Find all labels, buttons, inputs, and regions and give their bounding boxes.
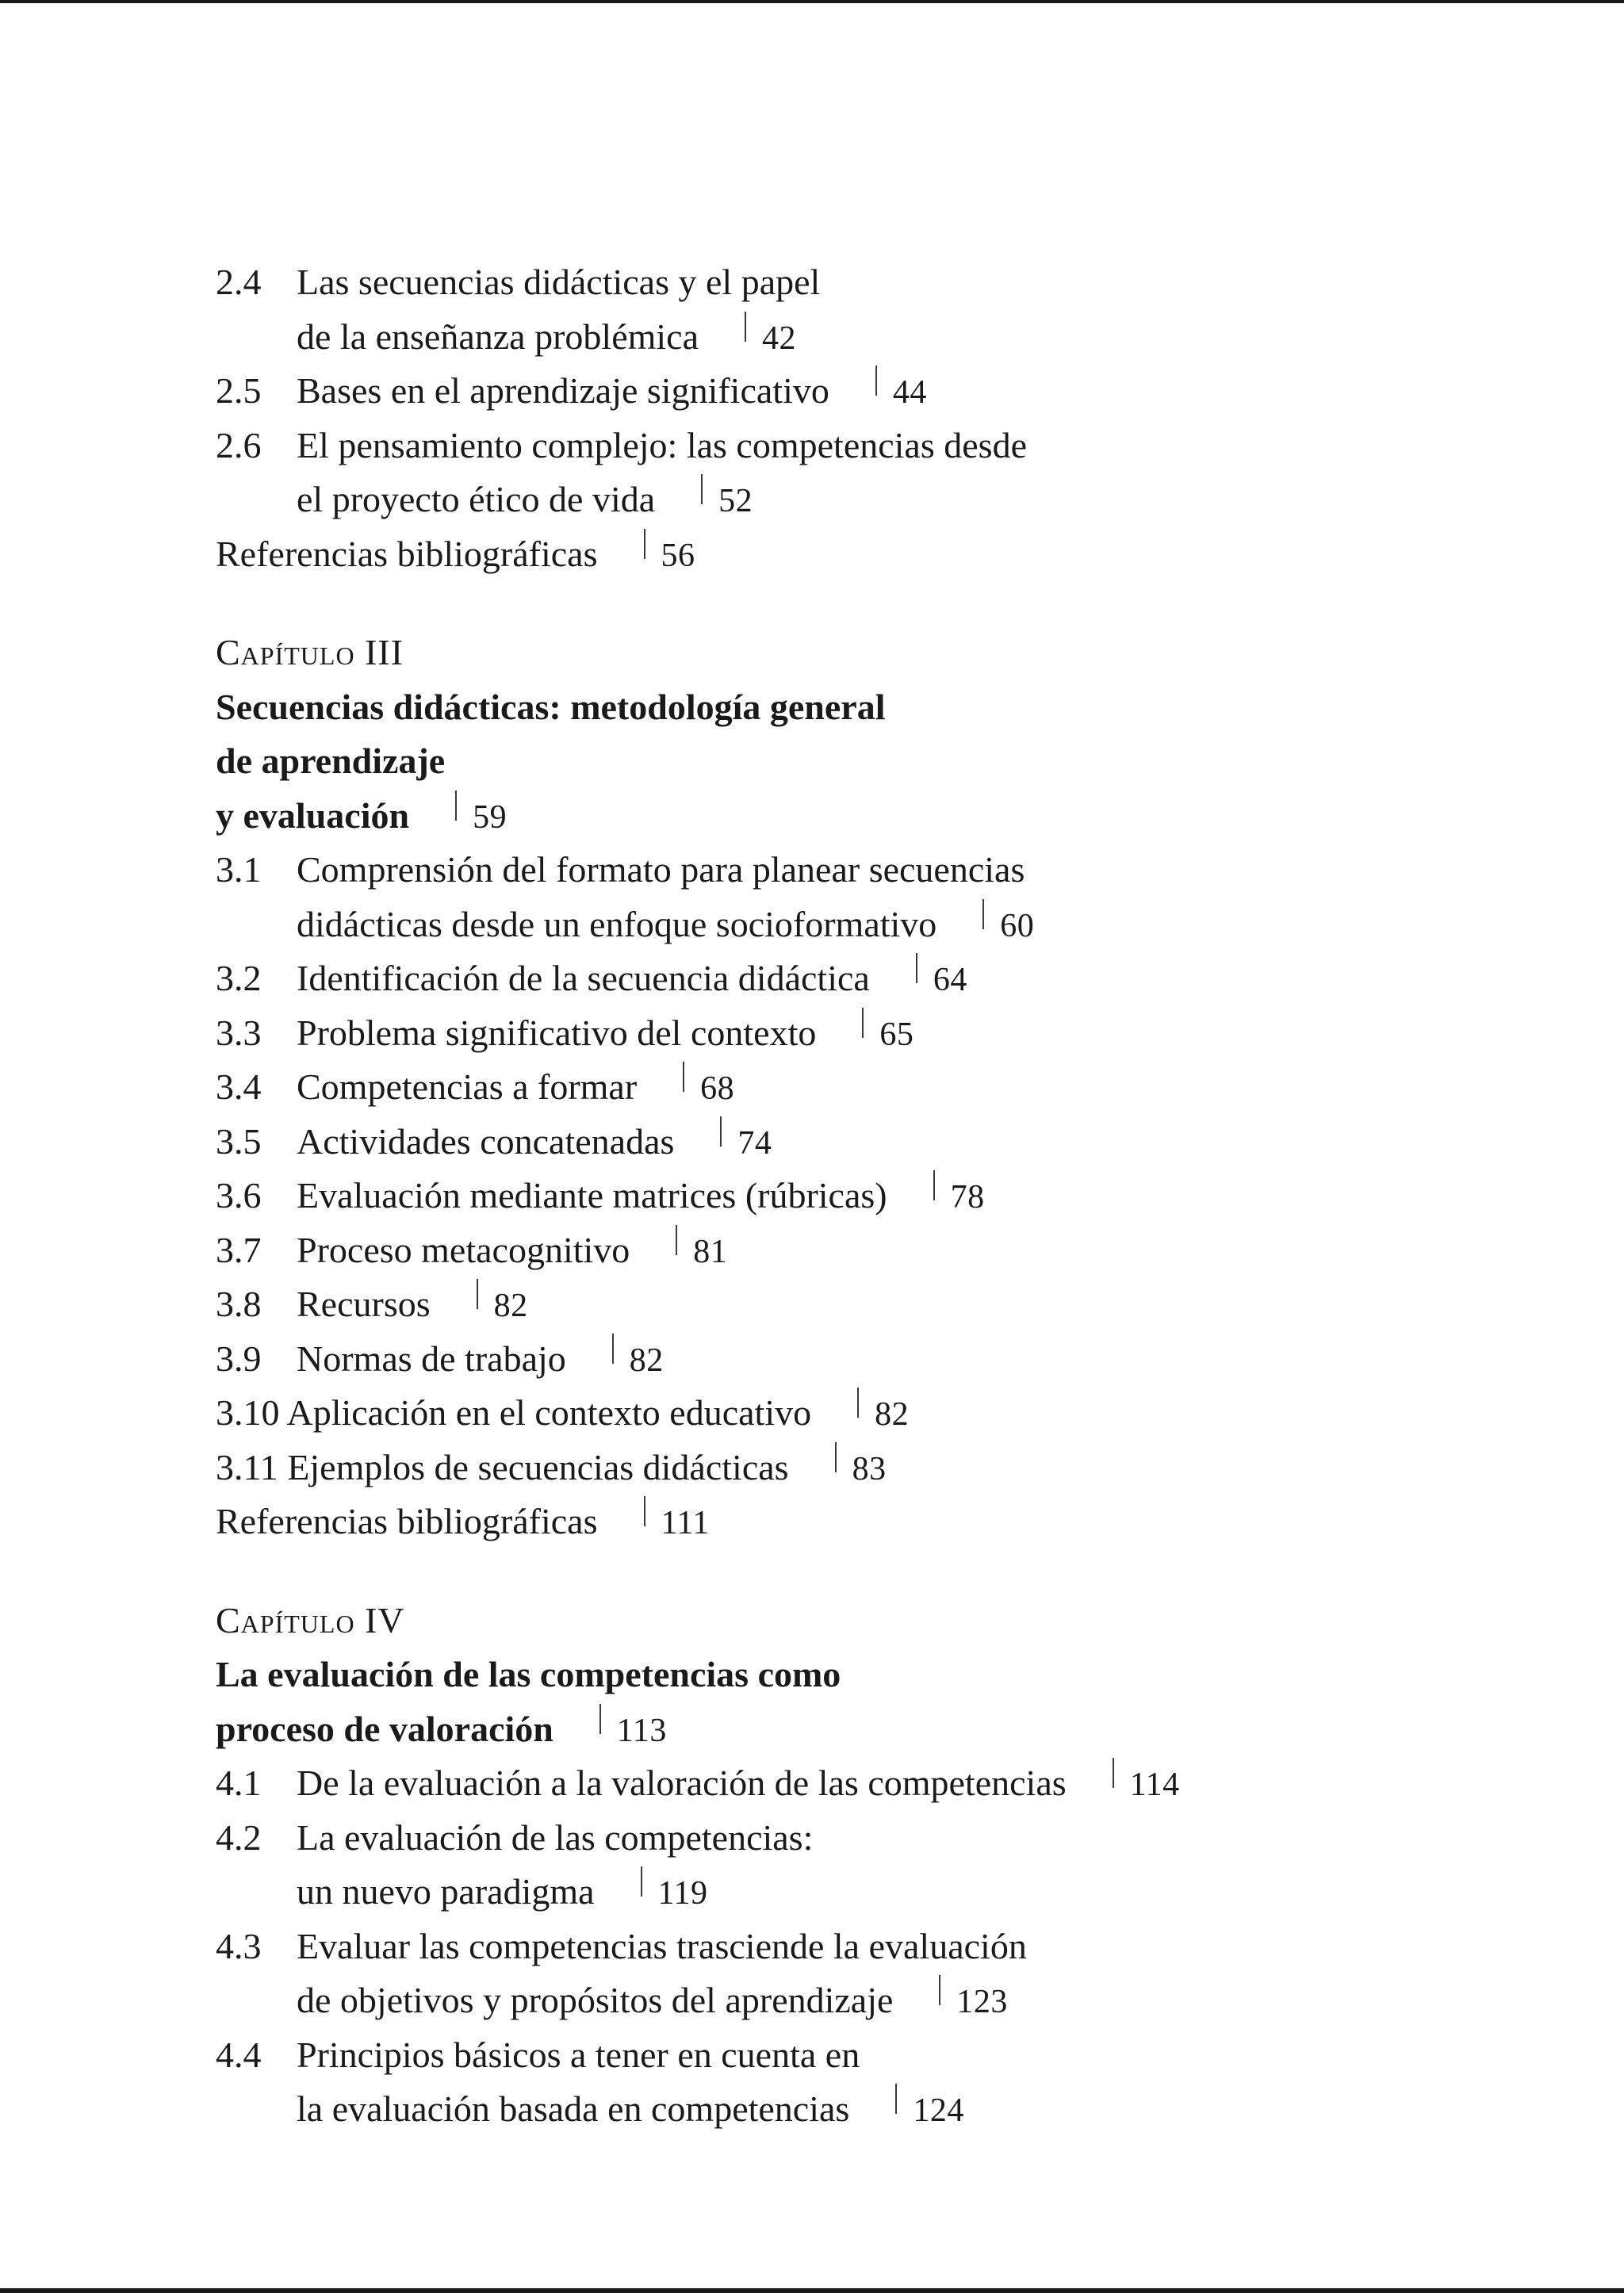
page-number: 83 [852, 1450, 887, 1487]
page-separator [641, 1866, 642, 1897]
page-number: 119 [657, 1875, 708, 1912]
entry-number: 3.4 [216, 1066, 262, 1107]
page-number: 65 [879, 1016, 914, 1053]
toc-entry-2-4-continued[interactable] [216, 310, 1516, 365]
toc-entry-3-5[interactable] [216, 1115, 1516, 1169]
toc-entry-4-3-continued[interactable] [216, 1973, 1516, 2028]
entry-title: Evaluar las competencias trasciende la evaluación [297, 1925, 1027, 1966]
page-number: 124 [913, 2092, 964, 2129]
page-separator [895, 2084, 897, 2114]
entry-number: 2.4 [216, 262, 262, 302]
entry-title-continued: didácticas desde un enfoque socioformativo [297, 903, 937, 944]
page-separator [644, 529, 645, 559]
entry-number: 3.7 [216, 1229, 262, 1270]
page-number: 52 [718, 483, 753, 519]
page-number: 74 [737, 1124, 772, 1162]
toc-entry-references-ch2[interactable] [216, 527, 1516, 582]
toc-entry-3-6[interactable] [216, 1169, 1516, 1223]
chapter-3-label: Capítulo III [216, 632, 404, 672]
toc-entry-3-9[interactable] [216, 1332, 1516, 1387]
toc-entry-3-4[interactable] [216, 1060, 1516, 1115]
toc-entry-references-ch3[interactable] [216, 1495, 1516, 1549]
entry-title: Comprensión del formato para planear secuencias [297, 849, 1025, 890]
entry-title: Identificación de la secuencia didáctica [297, 958, 870, 998]
toc-entry-3-3[interactable] [216, 1006, 1516, 1061]
toc-entry-4-1[interactable] [216, 1756, 1516, 1811]
toc-entry-4-2[interactable] [216, 1811, 1516, 1866]
entry-title: De la evaluación a la valoración de las competencias [297, 1763, 1067, 1803]
entry-number: 3.3 [216, 1012, 262, 1053]
entry-number: 4.2 [216, 1816, 262, 1858]
page-separator [982, 899, 984, 929]
toc-entry-3-10[interactable] [216, 1386, 1516, 1441]
chapter-title-end: y evaluación [216, 794, 410, 836]
toc-entry-4-4-continued[interactable] [216, 2082, 1516, 2137]
page-separator [835, 1442, 837, 1472]
entry-number: 3.8 [216, 1284, 262, 1324]
toc-entry-3-8[interactable] [216, 1277, 1516, 1332]
entry-number: 3.5 [216, 1120, 262, 1162]
page-separator [599, 1704, 601, 1734]
entry-number: 3.6 [216, 1175, 262, 1215]
chapter-4-label: Capítulo IV [216, 1599, 405, 1640]
page-separator [720, 1116, 722, 1146]
toc-entry-4-2-continued[interactable] [216, 1865, 1516, 1920]
page-separator [1113, 1758, 1114, 1788]
top-rule [0, 0, 1624, 3]
page-number: 81 [693, 1233, 728, 1270]
page-number: 60 [1000, 907, 1035, 944]
entry-title: El pensamiento complejo: las competencias desde [297, 424, 1027, 465]
chapter-4-title-line2[interactable] [216, 1702, 1516, 1757]
bottom-rule [0, 2288, 1624, 2293]
toc-entry-4-3[interactable] [216, 1920, 1516, 1974]
toc-entry-3-2[interactable] [216, 951, 1516, 1006]
entry-number: 3.9 [216, 1338, 262, 1379]
toc-entry-4-4[interactable] [216, 2028, 1516, 2083]
entry-title: Competencias a formar [297, 1066, 638, 1107]
page-separator [683, 1062, 684, 1092]
entry-title: Normas de trabajo [297, 1338, 566, 1379]
entry-title: Referencias bibliográficas [216, 533, 598, 574]
entry-number: 2.5 [216, 370, 262, 411]
entry-title: Proceso metacognitivo [297, 1229, 630, 1270]
page-separator [676, 1225, 677, 1255]
page-number: 78 [950, 1179, 985, 1215]
chapter-title-end: proceso de valoración [216, 1708, 553, 1749]
toc-entry-2-6-continued[interactable] [216, 473, 1516, 527]
chapter-3-title-line1[interactable]: Secuencias didácticas: metodología general [216, 686, 886, 727]
toc-entry-3-1[interactable] [216, 843, 1516, 898]
page-number: 82 [629, 1342, 664, 1379]
page-separator [857, 1388, 859, 1418]
page-number: 113 [616, 1712, 667, 1749]
page-number: 114 [1129, 1767, 1180, 1803]
entry-number: 3.1 [216, 849, 262, 890]
toc-entry-3-11[interactable] [216, 1441, 1516, 1495]
chapter-3-title-line3[interactable] [216, 789, 1516, 844]
page-number: 44 [892, 374, 927, 411]
page-number: 82 [493, 1288, 528, 1324]
chapter-4-title-line1[interactable]: La evaluación de las competencias como [216, 1654, 841, 1694]
entry-number: 3.2 [216, 958, 262, 998]
toc-entry-2-4[interactable] [216, 255, 1516, 310]
toc-entry-3-7[interactable] [216, 1223, 1516, 1278]
entry-title: Evaluación mediante matrices (rúbricas) [297, 1175, 887, 1215]
page-separator [477, 1279, 478, 1309]
page-separator [916, 953, 917, 983]
entry-number: 3.11 [216, 1446, 278, 1487]
page-number: 123 [956, 1984, 1008, 2020]
page-number: 111 [661, 1505, 710, 1541]
entry-title-continued: el proyecto ético de vida [297, 479, 656, 519]
entry-number: 4.1 [216, 1763, 262, 1803]
page-separator [455, 790, 457, 821]
page-separator [612, 1334, 614, 1364]
page-separator [862, 1008, 864, 1038]
entry-title: Referencias bibliográficas [216, 1501, 598, 1541]
page-number: 42 [762, 320, 797, 357]
entry-title: Las secuencias didácticas y el papel [297, 262, 821, 302]
toc-entry-2-5[interactable] [216, 364, 1516, 419]
toc-entry-2-6[interactable] [216, 419, 1516, 473]
entry-number: 4.3 [216, 1925, 262, 1966]
entry-number: 2.6 [216, 424, 262, 465]
page-separator [701, 474, 703, 504]
entry-number: 4.4 [216, 2034, 262, 2075]
entry-title: Ejemplos de secuencias didácticas [287, 1446, 789, 1487]
entry-number: 3.10 [216, 1392, 280, 1433]
page-number: 59 [473, 798, 508, 836]
entry-title: La evaluación de las competencias: [297, 1816, 814, 1858]
page-number: 82 [875, 1396, 910, 1433]
entry-title-continued: de objetivos y propósitos del aprendizaje [297, 1980, 894, 2020]
entry-title: Principios básicos a tener en cuenta en [297, 2034, 860, 2075]
page-separator [939, 1975, 940, 2005]
entry-title-continued: un nuevo paradigma [297, 1871, 595, 1912]
page-number: 56 [661, 537, 695, 574]
entry-title-continued: de la enseñanza problémica [297, 316, 699, 357]
entry-title: Bases en el aprendizaje significativo [297, 370, 829, 411]
page-number: 64 [933, 962, 967, 998]
page-separator [875, 366, 877, 396]
page-separator [644, 1496, 645, 1526]
page-number: 68 [700, 1070, 735, 1107]
entry-title: Problema significativo del contexto [297, 1012, 817, 1053]
page-separator [933, 1170, 935, 1200]
chapter-3-title-line2[interactable]: de aprendizaje [216, 741, 446, 781]
entry-title: Actividades concatenadas [297, 1120, 675, 1162]
entry-title-continued: la evaluación basada en competencias [297, 2088, 850, 2129]
page-separator [745, 312, 746, 342]
entry-title: Aplicación en el contexto educativo [286, 1392, 812, 1433]
toc-entry-3-1-continued[interactable] [216, 898, 1516, 952]
entry-title: Recursos [297, 1284, 431, 1324]
table-of-contents [216, 255, 1516, 2137]
